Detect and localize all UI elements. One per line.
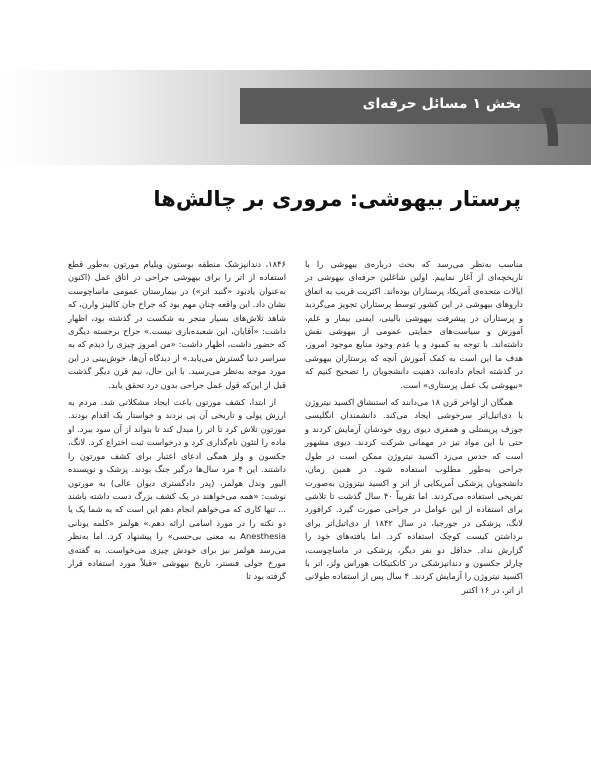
paragraph: همگان از اواخر قرن ۱۸ می‌دانند که استنشاق اکسید نیتروژن یا دی‌اتیل‌اتر سرخوشی ایجاد می‌کند. دانشمندان انگلیسی جوزف پریستلی و همفری دیوی روی خودشان آزمایش کردند و حتی با این مواد نیز در مهمانی شرکت کردند. دیوی مشهور است که حدس می‌زد اکسید نیتروژن ممکن است در طول جراحی به‌طور مطلوب استفاده شود. در همین زمان، دانشجویان پزشکی آمریکایی از اتر و اکسید نیتروژن به‌صورت تفریحی استفاده می‌کردند. اما تقریباً ۴۰ سال گذشت تا تلاشی برای استفاده از این عوامل در جراحی صورت گیرد. کرافورد لانگ، پزشکی در جورجیا، در سال ۱۸۴۲ از دی‌اتیل‌اتر برای برداشتن کیست کوچک استفاده کرد. اما یافته‌های خود را گزارش نداد. حداقل دو نفر دیگر، پزشکی در ماساچوست، چارلز جکسون و دندانپزشکی در کانکتیکات هوراس ولز، اتر یا اکسید نیتروژن را آزمایش کردند. ۴ سال پس از استفاده طولانی از اتر، در ۱۶ اکتبر	[305, 397, 523, 595]
chapter-title: پرستار بیهوشی: مروری بر چالش‌ها	[153, 187, 521, 212]
text-column-left	[68, 258, 286, 588]
section-label: بخش ۱ مسائل حرفه‌ای	[362, 96, 521, 112]
paragraph: مناسب به‌نظر می‌رسد که بحث درباره‌ی بیهوشی را با تاریخچه‌ای از آغاز نماییم. اولین شاغلین حرفه‌ای بیهوشی در ایالات متحده‌ی آمریکا، پرستاران بوده‌اند. اکثریت قریب به اتفاق داروهای بیهوشی در این کشور توسط پرستاران تجویز می‌گردید و پرستاران در پیشرفت بیهوشی بالینی، ایمنی بیمار و علم، آموزش و سیاست‌های حمایتی عمومی از بیهوشی نقش داشته‌اند. با توجه به کمبود و یا عدم وجود منابع موجود امروز، هدف ما این است به کمک آموزش آنچه که پرستاران بیهوشی در گذشته انجام داده‌اند، ذهنیت دانشجویان را تصحیح کنیم که «بیهوشی یک عمل پرستاری» است.	[305, 259, 523, 390]
paragraph: ۱۸۴۶، دندانپزشک منطقه بوستون ویلیام مورتون به‌طور قطع استفاده از اتر را برای بیهوشی جراحی در اتاق عمل (اکنون به‌عنوان یادبود «گنبد اتر») در بیمارستان عمومی ماساچوست نشان داد. این واقعه چنان مهم بود که جراح جان کالینز وارن، که شاهد تلاش‌های بسیار منجر به شکست در گذشته بود، اظهار داشت: «آقایان، این شعبده‌بازی نیست.» جراح برجسته دیگری که حضور داشت، اظهار داشت: «من امروز چیزی را دیدم که به سراسر دنیا گسترش می‌یابد.» از دیدگاه آن‌ها، خوش‌بینی در این مورد موجه به‌نظر می‌رسید. با این حال، نیم قرن دیگر گذشت قبل از این‌که قول عمل جراحی بدون درد تحقق یابد.	[68, 259, 286, 390]
paragraph: از ابتدا، کشف مورتون باعث ایجاد مشکلاتی شد. مردم به ارزش پولی و تاریخی آن پی بردند و خواستار یک اقدام بودند. مورتون تلاش کرد تا اتر را مبدل کند تا بتواند از آن سود ببرد. او ماده را لتئون نام‌گذاری کرد و درخواست ثبت اختراع کرد. لانگ، جکسون و ولز همگی ادعای اعتبار برای کشف مورتون را داشتند. این ۴ مرد سال‌ها درگیر جنگ بودند. پزشک و نویسنده الیور وندل هولمز، (پدر دادگستری دیوان عالی) به مورتون نوشت: «همه می‌خواهند در یک کشف بزرگ دست داشته باشند ... تنها کاری که می‌خواهم انجام دهم این است که به شما یک یا دو نکته را در مورد اسامی ارائه دهم.» هولمز «کلمه یونانی Anesthesia به معنی بی‌حسی» را پیشنهاد کرد. اما به‌نظر می‌رسد هولمز نیز برای خودش چیزی می‌خواست. به گفته‌ی مورخ جولی فنستر، تاریخ بیهوشی «قبلاً مورد استفاده قرار گرفته بود تا	[68, 397, 286, 582]
chapter-number: ۱	[532, 91, 569, 161]
text-column-right	[305, 258, 523, 601]
